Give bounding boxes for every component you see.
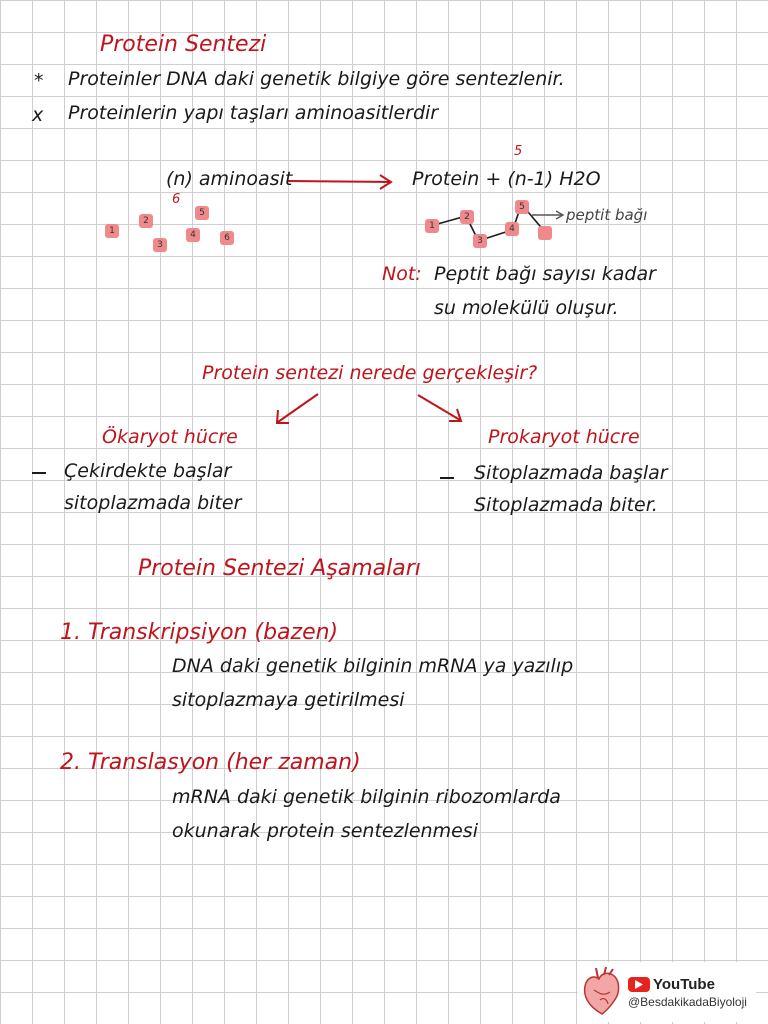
prokaryote-heading: Prokaryot hücre [488,426,640,448]
youtube-channel-badge[interactable] [578,962,756,1022]
note-label: Not: [382,263,422,285]
reaction-right: Protein + (n-1) H2O [412,168,601,190]
reaction-left-sub: 6 [172,192,181,207]
eukaryote-line-1: Çekirdekte başlar [64,460,232,482]
bullet-mark-2: x [32,104,44,126]
peptide-bead: 4 [505,222,519,236]
stage-2-line-2: okunarak protein sentezlenmesi [172,820,478,842]
stage-1-heading: 1. Transkripsiyon (bazen) [60,620,339,645]
amino-acid-bead: 2 [139,214,153,228]
amino-acid-bead: 1 [105,224,119,238]
prokaryote-line-2: Sitoplazmada biter. [474,494,658,516]
amino-acid-bead: 3 [153,238,167,252]
youtube-play-icon [628,977,650,992]
eukaryote-heading: Ökaryot hücre [102,426,238,448]
channel-handle[interactable]: @BesdakikadaBiyoloji [628,994,747,1009]
peptide-bond-label: peptit bağı [566,206,648,224]
note-line-1: Peptit bağı sayısı kadar [434,263,656,285]
peptide-bead [538,226,552,240]
reaction-left: (n) aminoasit [166,168,293,190]
anatomical-heart-icon [580,966,624,1018]
page-title: Protein Sentezi [100,32,267,57]
reaction-arrow [287,175,391,189]
eukaryote-line-2: sitoplazmada biter [64,492,242,514]
stage-1-line-1: DNA daki genetik bilginin mRNA ya yazılıp [172,655,574,677]
question-heading: Protein sentezi nerede gerçekleşir? [202,362,538,384]
amino-acid-bead: 4 [186,228,200,242]
bullet-mark-1: * [34,70,44,92]
note-line-2: su molekülü oluşur. [434,297,619,319]
stages-title: Protein Sentezi Aşamaları [138,556,421,581]
branch-arrow-left [277,394,318,423]
peptide-bead: 2 [460,210,474,224]
peptide-bond-arrow [532,211,563,219]
branch-arrow-right [418,395,461,421]
peptide-bead: 1 [425,219,439,233]
peptide-bead: 3 [473,234,487,248]
stage-1-line-2: sitoplazmaya getirilmesi [172,689,405,711]
stage-2-heading: 2. Translasyon (her zaman) [60,750,361,775]
peptide-bead: 5 [515,200,529,214]
youtube-wordmark: YouTube [653,975,715,993]
bullet-text-2: Proteinlerin yapı taşları aminoasitlerdir [68,102,439,124]
stage-2-line-1: mRNA daki genetik bilginin ribozomlarda [172,786,561,808]
prokaryote-line-1: Sitoplazmada başlar [474,462,668,484]
amino-acid-bead: 5 [195,206,209,220]
bullet-text-1: Proteinler DNA daki genetik bilgiye göre sentezlenir. [68,68,565,90]
amino-acid-bead: 6 [220,231,234,245]
reaction-right-sup: 5 [514,144,523,159]
